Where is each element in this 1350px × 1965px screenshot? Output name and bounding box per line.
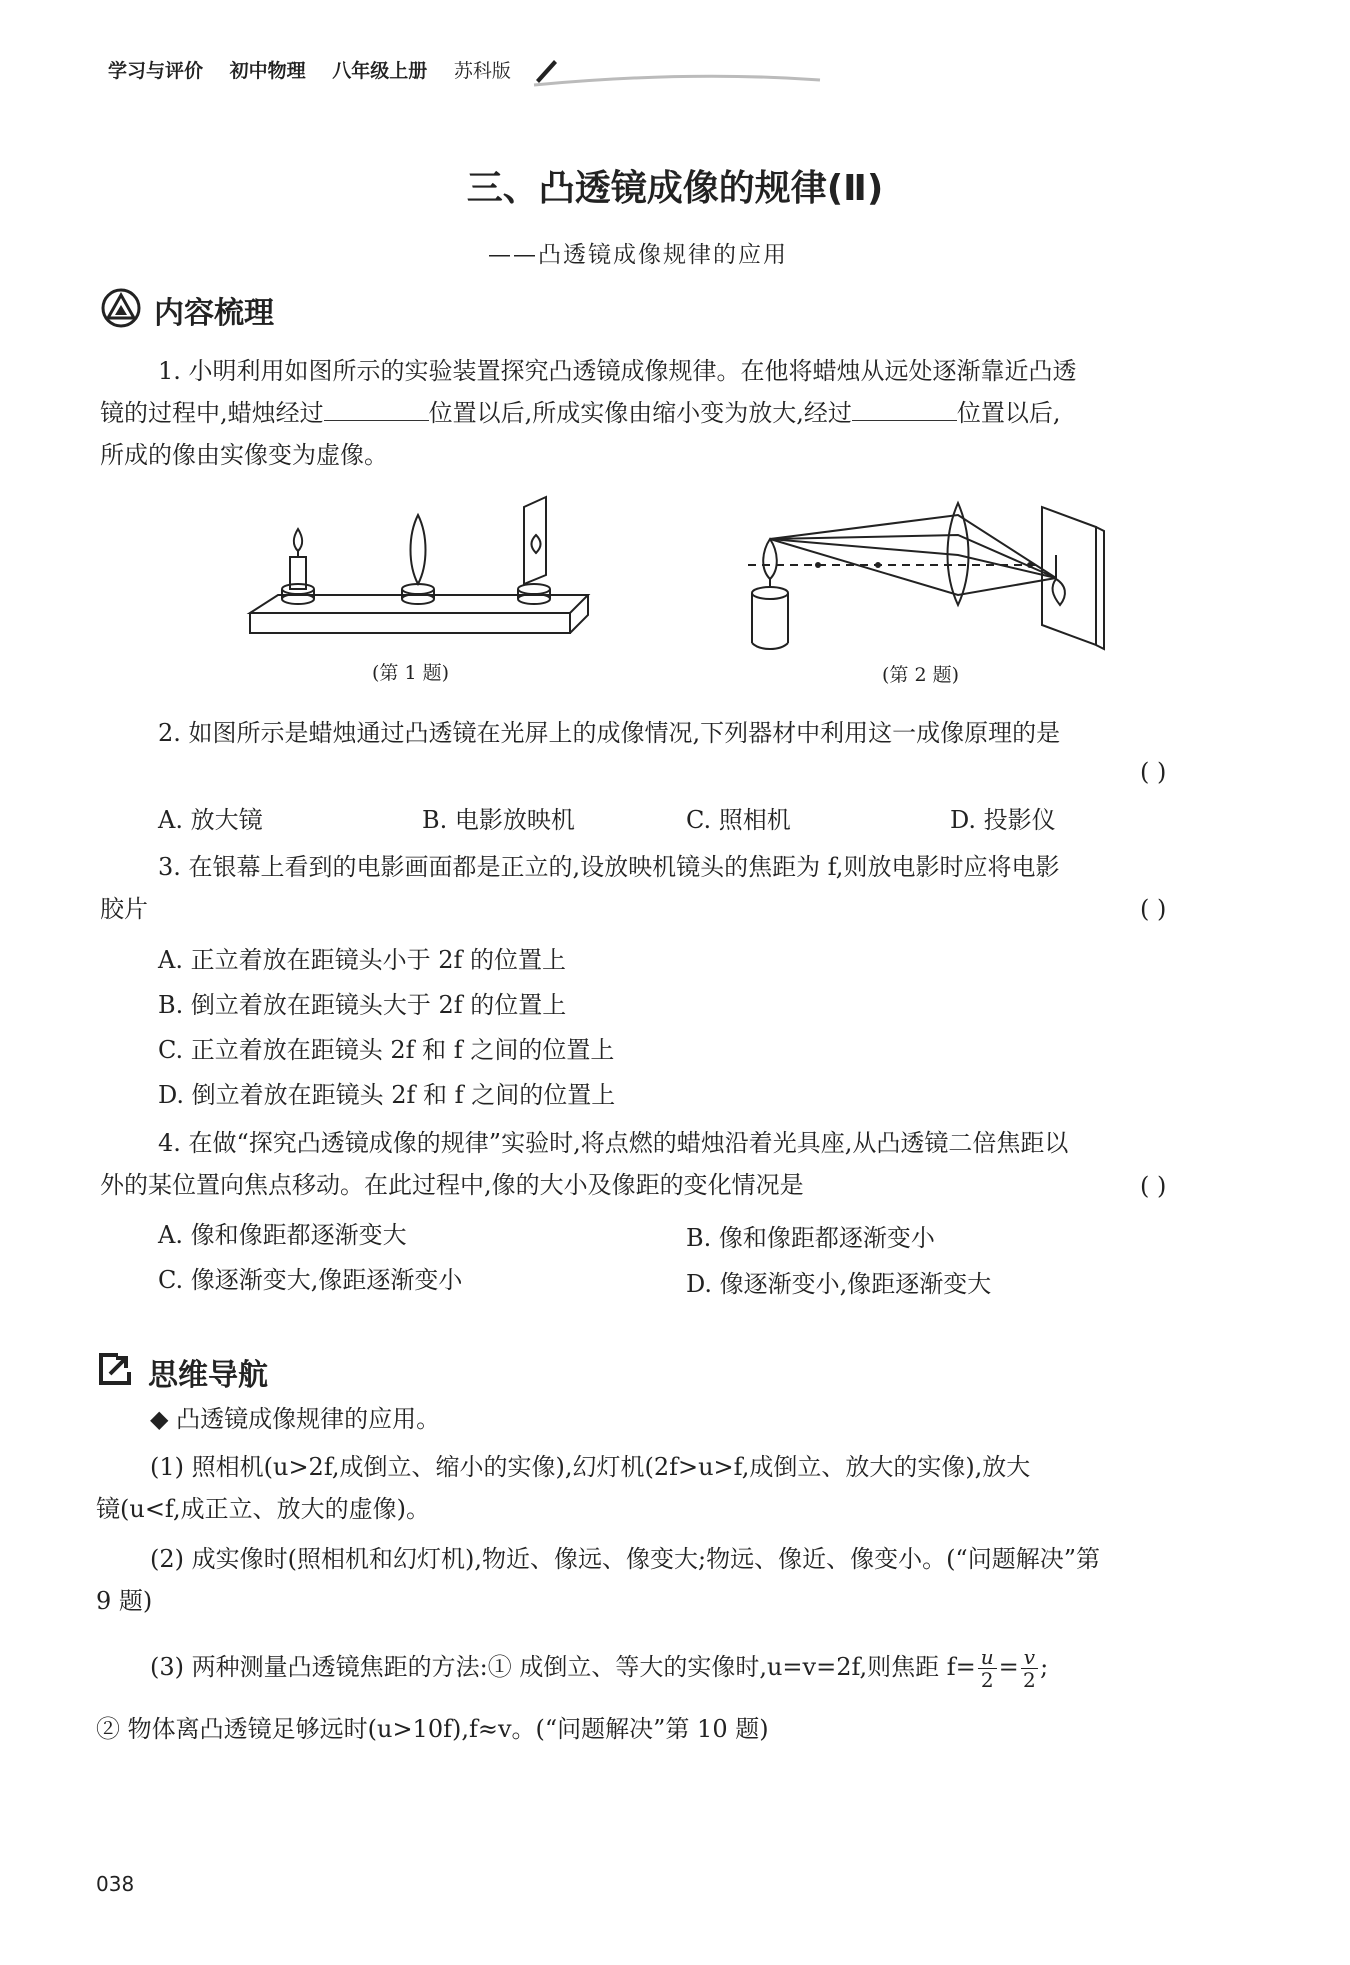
q4-option-c[interactable]: C. 像逐渐变大,像距逐渐变小 bbox=[158, 1266, 463, 1294]
header-subject: 初中物理 bbox=[229, 60, 306, 82]
nav-p3-text: (3) 两种测量凸透镜焦距的方法:① 成倒立、等大的实像时,u=v=2f,则焦距 f= bbox=[150, 1653, 976, 1681]
q1-text-c: 位置以后, bbox=[956, 399, 1061, 427]
q3-option-d[interactable]: D. 倒立着放在距镜头 2f 和 f 之间的位置上 bbox=[158, 1081, 616, 1109]
q1-text-a: 镜的过程中,蜡烛经过 bbox=[100, 399, 324, 427]
q3-option-b[interactable]: B. 倒立着放在距镜头大于 2f 的位置上 bbox=[158, 991, 567, 1019]
q3-option-c[interactable]: C. 正立着放在距镜头 2f 和 f 之间的位置上 bbox=[158, 1036, 615, 1064]
q2-option-c[interactable]: C. 照相机 bbox=[686, 806, 791, 834]
header-book: 学习与评价 bbox=[108, 60, 204, 82]
q3-option-a[interactable]: A. 正立着放在距镜头小于 2f 的位置上 bbox=[158, 946, 566, 974]
q4-option-b[interactable]: B. 像和像距都逐渐变小 bbox=[686, 1224, 935, 1252]
pen-swoosh-icon bbox=[528, 52, 828, 92]
q1-line3: 所成的像由实像变为虚像。 bbox=[100, 441, 388, 469]
nav-p2-line1: (2) 成实像时(照相机和幻灯机),物近、像远、像变大;物远、像近、像变小。(“问题解决”第 bbox=[150, 1545, 1100, 1573]
q1-line1: 1. 小明利用如图所示的实验装置探究凸透镜成像规律。在他将蜡烛从远处逐渐靠近凸透 bbox=[158, 357, 1077, 385]
q4-option-d[interactable]: D. 像逐渐变小,像距逐渐变大 bbox=[686, 1270, 992, 1298]
equals-sign: = bbox=[998, 1653, 1019, 1681]
page-number: 038 bbox=[96, 1872, 135, 1896]
figure-optical-bench bbox=[240, 495, 600, 645]
q4-answer-paren[interactable]: ( ) bbox=[1140, 1172, 1167, 1200]
q2-answer-paren[interactable]: ( ) bbox=[1140, 758, 1167, 786]
frac1-numerator: u bbox=[978, 1646, 997, 1669]
header-grade: 八年级上册 bbox=[332, 60, 428, 82]
frac1-denominator: 2 bbox=[980, 1668, 994, 1692]
q2-option-a[interactable]: A. 放大镜 bbox=[158, 806, 263, 834]
fraction-v-over-2 bbox=[1021, 1646, 1038, 1691]
q1-line2 bbox=[100, 392, 1061, 434]
nav-bullet: ◆ 凸透镜成像规律的应用。 bbox=[150, 1405, 441, 1433]
fraction-u-over-2 bbox=[978, 1646, 997, 1691]
frac2-denominator: 2 bbox=[1023, 1668, 1036, 1692]
nav-p1-line2: 镜(u<f,成正立、放大的虚像)。 bbox=[96, 1495, 430, 1523]
q1-blank-1[interactable] bbox=[324, 396, 429, 421]
q1-blank-2[interactable] bbox=[852, 396, 957, 421]
section-heading-navigation: 思维导航 bbox=[148, 1358, 268, 1393]
q2-option-d[interactable]: D. 投影仪 bbox=[950, 806, 1056, 834]
q3-line1: 3. 在银幕上看到的电影画面都是正立的,设放映机镜头的焦距为 f,则放电影时应将电影 bbox=[158, 853, 1060, 881]
q3-answer-paren[interactable]: ( ) bbox=[1140, 895, 1167, 923]
q4-line1: 4. 在做“探究凸透镜成像的规律”实验时,将点燃的蜡烛沿着光具座,从凸透镜二倍焦距以 bbox=[158, 1129, 1069, 1157]
nav-p3-line2: ② 物体离凸透镜足够远时(u>10f),f≈v。(“问题解决”第 10 题) bbox=[96, 1715, 769, 1743]
q1-text-b: 位置以后,所成实像由缩小变为放大,经过 bbox=[428, 399, 852, 427]
nav-p2-line2: 9 题) bbox=[96, 1587, 153, 1615]
page-title: 三、凸透镜成像的规律(Ⅱ) bbox=[466, 168, 884, 209]
page-subtitle: ——凸透镜成像规律的应用 bbox=[488, 242, 788, 268]
figure2-caption: (第 2 题) bbox=[882, 664, 959, 686]
q2-text: 2. 如图所示是蜡烛通过凸透镜在光屏上的成像情况,下列器材中利用这一成像原理的是 bbox=[158, 719, 1061, 747]
figure-ray-diagram bbox=[740, 495, 1110, 655]
nav-p1-line1: (1) 照相机(u>2f,成倒立、缩小的实像),幻灯机(2f>u>f,成倒立、放大的实像),放大 bbox=[150, 1453, 1031, 1481]
running-header bbox=[108, 56, 515, 83]
triangle-section-icon bbox=[100, 288, 142, 328]
arrow-box-section-icon bbox=[98, 1352, 134, 1386]
q3-line2: 胶片 bbox=[100, 895, 148, 923]
nav-p3-line1 bbox=[150, 1646, 1048, 1691]
header-edition: 苏科版 bbox=[453, 60, 511, 82]
q4-option-a[interactable]: A. 像和像距都逐渐变大 bbox=[158, 1221, 407, 1249]
frac2-numerator: v bbox=[1021, 1646, 1038, 1669]
q4-line2: 外的某位置向焦点移动。在此过程中,像的大小及像距的变化情况是 bbox=[100, 1171, 804, 1199]
q2-option-b[interactable]: B. 电影放映机 bbox=[422, 806, 575, 834]
figure1-caption: (第 1 题) bbox=[372, 662, 449, 684]
semicolon: ; bbox=[1040, 1653, 1049, 1681]
section-heading-content: 内容梳理 bbox=[154, 296, 274, 331]
